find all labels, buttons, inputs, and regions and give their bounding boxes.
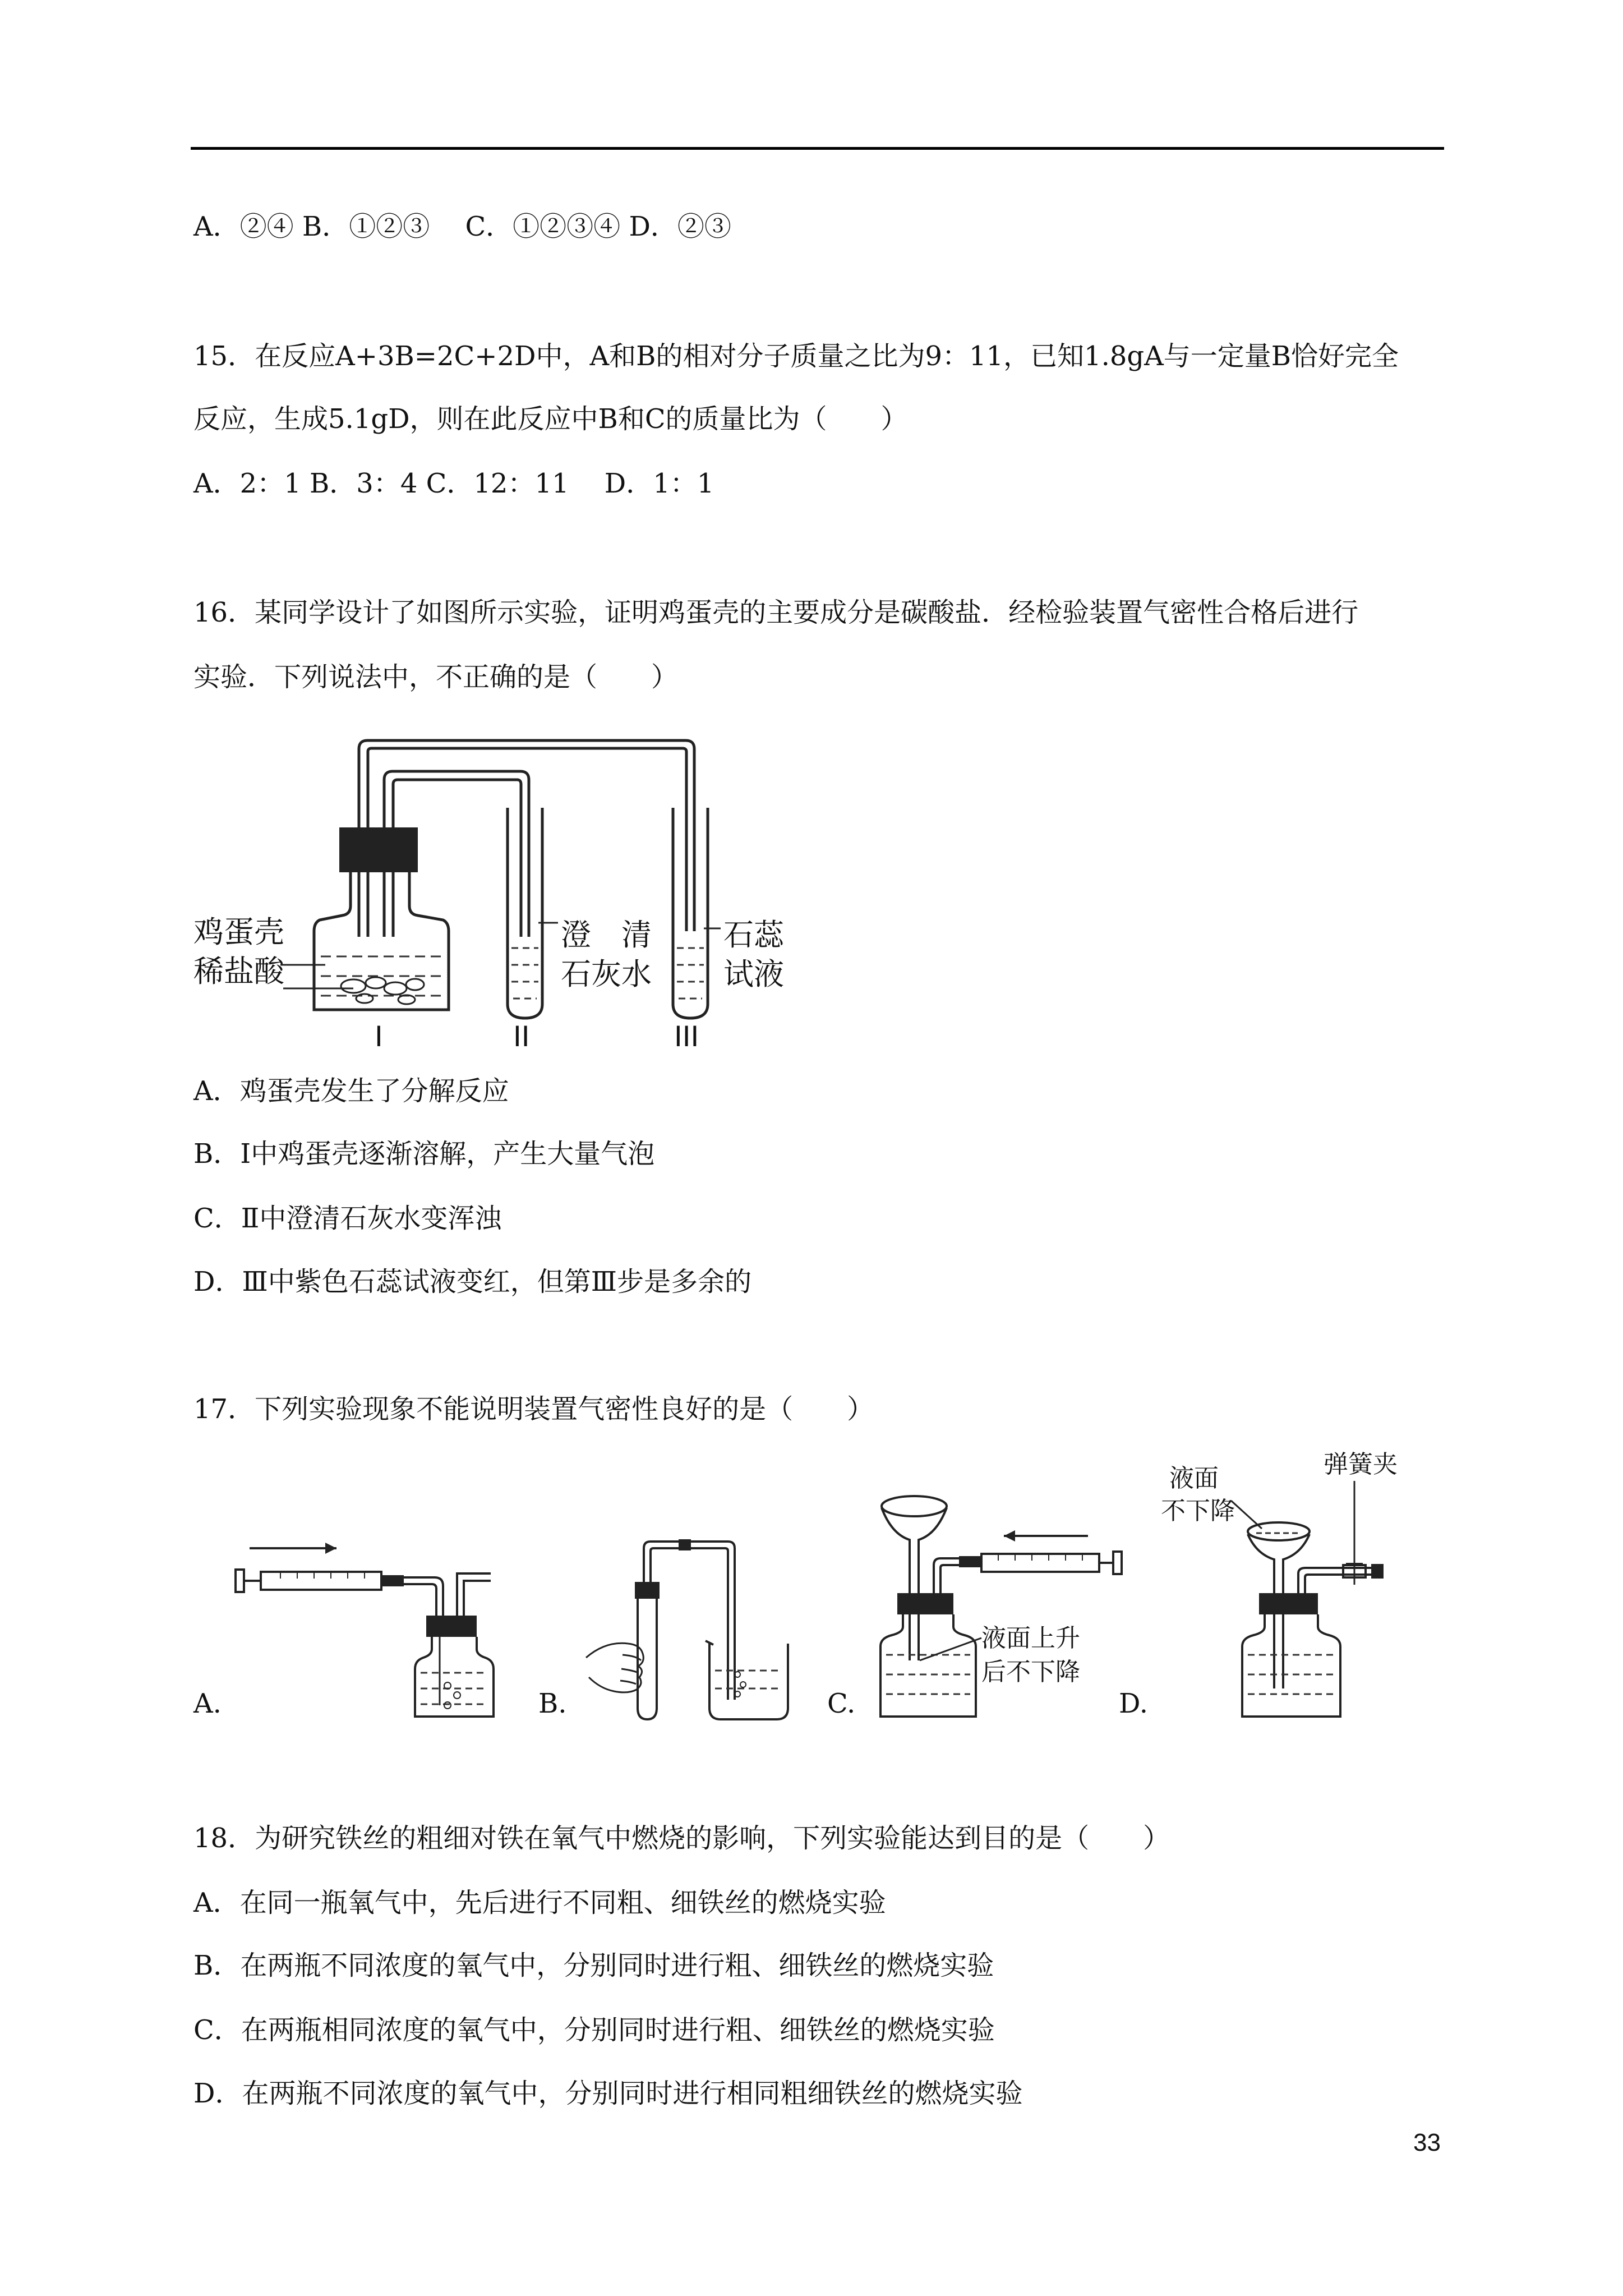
- label-eggshell: 鸡蛋壳: [193, 914, 284, 950]
- q17-figure-b: [583, 1526, 819, 1722]
- q17-figure-a: [236, 1537, 527, 1722]
- header-rule: [191, 147, 1444, 150]
- q16-stem-line1: 16．某同学设计了如图所示实验，证明鸡蛋壳的主要成分是碳酸盐．经检验装置气密性合格后进行: [193, 597, 1359, 628]
- q17-stem: 17．下列实验现象不能说明装置气密性良好的是（ ）: [193, 1393, 874, 1425]
- test-tube-ii: [508, 808, 542, 1018]
- label-dilute-hcl: 稀盐酸: [193, 954, 284, 989]
- q16-option-d: D．Ⅲ中紫色石蕊试液变红，但第Ⅲ步是多余的: [193, 1266, 752, 1297]
- q17-figure-d: [1161, 1450, 1402, 1722]
- q16-stem-line2: 实验．下列说法中，不正确的是（ ）: [193, 661, 679, 693]
- prev-question-options: A．②④ B．①②③ C．①②③④ D．②③: [193, 211, 731, 242]
- test-tube-iii: [673, 808, 708, 1018]
- q17-figure-c: [864, 1492, 1133, 1722]
- q17-option-a-letter: A.: [193, 1688, 222, 1719]
- label-does-not-fall: 后不下降: [981, 1658, 1080, 1686]
- q18-stem: 18．为研究铁丝的粗细对铁在氧气中燃烧的影响，下列实验能达到目的是（ ）: [193, 1823, 1170, 1854]
- q15-stem-line2: 反应，生成5.1gD，则在此反应中B和C的质量比为（ ）: [193, 403, 908, 435]
- label-level-rises: 液面上升: [981, 1624, 1080, 1653]
- rubber-stopper: [339, 827, 418, 872]
- q15-options: A．2：1 B．3：4 C．12：11 D．1：1: [193, 468, 714, 499]
- label-liquid-level: 液面: [1169, 1464, 1219, 1493]
- q17-option-c-letter: C.: [827, 1688, 856, 1719]
- q15-stem-line1: 15．在反应A+3B=2C+2D中，A和B的相对分子质量之比为9：11，已知1.8gA与一定量B恰好完全: [193, 341, 1399, 372]
- label-apparatus-i: I: [375, 1020, 383, 1053]
- q17-option-d-letter: D.: [1119, 1688, 1149, 1719]
- label-spring-clamp: 弹簧夹: [1324, 1450, 1398, 1479]
- q16-option-b: B．Ⅰ中鸡蛋壳逐渐溶解，产生大量气泡: [193, 1138, 655, 1170]
- label-not-falling: 不下降: [1161, 1497, 1235, 1525]
- q18-option-d: D．在两瓶不同浓度的氧气中，分别同时进行相同粗细铁丝的燃烧实验: [193, 2078, 1023, 2109]
- q18-option-b: B．在两瓶不同浓度的氧气中，分别同时进行粗、细铁丝的燃烧实验: [193, 1950, 994, 1981]
- page-number: 33: [1413, 2129, 1441, 2156]
- label-apparatus-ii: II: [513, 1020, 530, 1053]
- label-apparatus-iii: III: [674, 1020, 699, 1053]
- label-clear-lime-2: 石灰水: [561, 956, 652, 992]
- q17-option-b-letter: B.: [538, 1688, 567, 1719]
- q18-option-c: C．在两瓶相同浓度的氧气中，分别同时进行粗、细铁丝的燃烧实验: [193, 2014, 995, 2046]
- label-litmus-1: 石蕊: [723, 917, 784, 953]
- q16-option-a: A．鸡蛋壳发生了分解反应: [193, 1075, 509, 1107]
- q16-apparatus-figure: [191, 729, 808, 1060]
- q16-option-c: C．Ⅱ中澄清石灰水变浑浊: [193, 1203, 502, 1234]
- label-litmus-2: 试液: [723, 956, 784, 992]
- q18-option-a: A．在同一瓶氧气中，先后进行不同粗、细铁丝的燃烧实验: [193, 1887, 886, 1918]
- label-clear-lime-1: 澄 清: [561, 917, 652, 953]
